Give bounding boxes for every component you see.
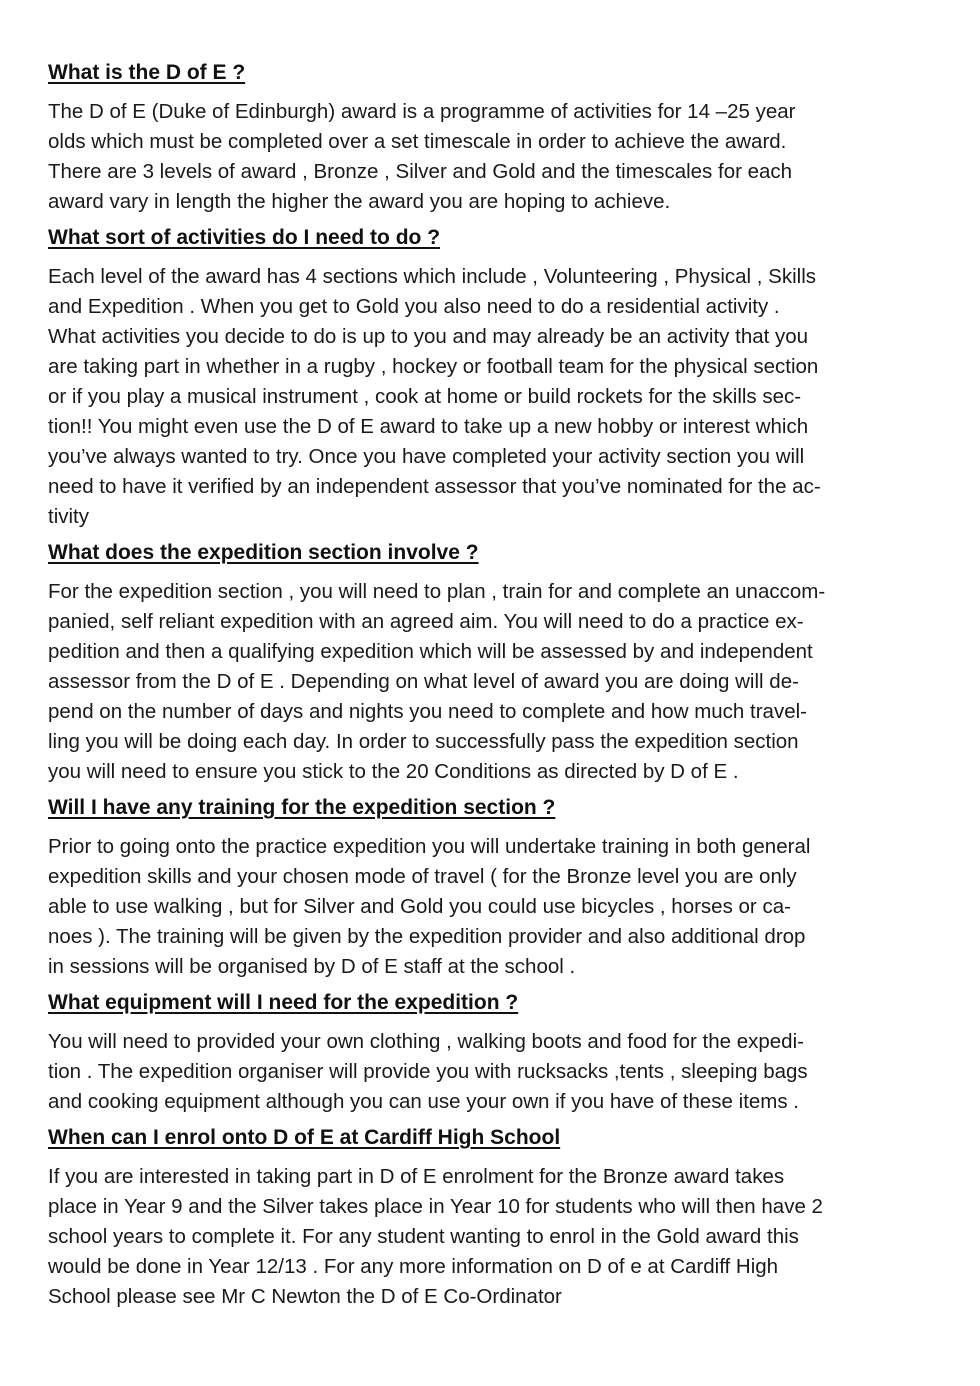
section-heading: What is the D of E ? xyxy=(48,61,246,84)
paragraph-line: school years to complete it. For any student wanting to enrol in the Gold award this xyxy=(48,1225,799,1248)
section-heading: What equipment will I need for the expedition ? xyxy=(48,991,519,1014)
paragraph-line: You will need to provided your own clothing , walking boots and food for the expedi- xyxy=(48,1030,804,1053)
paragraph-line: tion . The expedition organiser will provide you with rucksacks ,tents , sleeping bags xyxy=(48,1060,808,1083)
paragraph-line: School please see Mr C Newton the D of E Co-Ordinator xyxy=(48,1285,562,1308)
paragraph-line: tion!! You might even use the D of E award to take up a new hobby or interest which xyxy=(48,415,809,438)
document-page xyxy=(48,58,928,1318)
paragraph-line: you will need to ensure you stick to the 20 Conditions as directed by D of E . xyxy=(48,760,739,783)
section-activities xyxy=(48,223,928,532)
section-paragraph xyxy=(48,1162,928,1312)
paragraph-line: tivity xyxy=(48,505,89,528)
paragraph-line: in sessions will be organised by D of E staff at the school . xyxy=(48,955,576,978)
section-equipment xyxy=(48,988,928,1117)
paragraph-line: noes ). The training will be given by the expedition provider and also additional drop xyxy=(48,925,806,948)
section-heading: Will I have any training for the expedition section ? xyxy=(48,796,556,819)
section-training xyxy=(48,793,928,982)
paragraph-line: There are 3 levels of award , Bronze , Silver and Gold and the timescales for each xyxy=(48,160,793,183)
section-paragraph xyxy=(48,832,928,982)
section-what-is-dofe xyxy=(48,58,928,217)
paragraph-line: able to use walking , but for Silver and Gold you could use bicycles , horses or ca- xyxy=(48,895,791,918)
section-enrolment xyxy=(48,1123,928,1312)
paragraph-line: The D of E (Duke of Edinburgh) award is a programme of activities for 14 –25 year xyxy=(48,100,796,123)
paragraph-line: would be done in Year 12/13 . For any more information on D of e at Cardiff High xyxy=(48,1255,779,1278)
paragraph-line: expedition skills and your chosen mode of travel ( for the Bronze level you are only xyxy=(48,865,797,888)
paragraph-line: panied, self reliant expedition with an agreed aim. You will need to do a practice ex- xyxy=(48,610,804,633)
paragraph-line: need to have it verified by an independent assessor that you’ve nominated for the ac- xyxy=(48,475,821,498)
section-paragraph xyxy=(48,1027,928,1117)
section-heading: What sort of activities do I need to do ? xyxy=(48,226,441,249)
paragraph-line: ling you will be doing each day. In order to successfully pass the expedition section xyxy=(48,730,799,753)
paragraph-line: pedition and then a qualifying expedition which will be assessed by and independent xyxy=(48,640,813,663)
paragraph-line: award vary in length the higher the award you are hoping to achieve. xyxy=(48,190,671,213)
paragraph-line: What activities you decide to do is up to you and may already be an activity that you xyxy=(48,325,809,348)
paragraph-line: olds which must be completed over a set timescale in order to achieve the award. xyxy=(48,130,787,153)
paragraph-line: you’ve always wanted to try. Once you have completed your activity section you will xyxy=(48,445,805,468)
paragraph-line: and Expedition . When you get to Gold you also need to do a residential activity . xyxy=(48,295,780,318)
section-heading: What does the expedition section involve ? xyxy=(48,541,479,564)
section-heading: When can I enrol onto D of E at Cardiff High School xyxy=(48,1126,561,1149)
paragraph-line: For the expedition section , you will need to plan , train for and complete an unaccom- xyxy=(48,580,826,603)
paragraph-line: and cooking equipment although you can use your own if you have of these items . xyxy=(48,1090,800,1113)
paragraph-line: or if you play a musical instrument , cook at home or build rockets for the skills sec- xyxy=(48,385,802,408)
section-paragraph xyxy=(48,262,928,532)
paragraph-line: Each level of the award has 4 sections which include , Volunteering , Physical , Skills xyxy=(48,265,817,288)
paragraph-line: assessor from the D of E . Depending on what level of award you are doing will de- xyxy=(48,670,799,693)
section-paragraph xyxy=(48,577,928,787)
paragraph-line: are taking part in whether in a rugby , hockey or football team for the physical section xyxy=(48,355,819,378)
paragraph-line: place in Year 9 and the Silver takes place in Year 10 for students who will then have 2 xyxy=(48,1195,823,1218)
paragraph-line: Prior to going onto the practice expedition you will undertake training in both general xyxy=(48,835,811,858)
section-paragraph xyxy=(48,97,928,217)
section-expedition xyxy=(48,538,928,787)
paragraph-line: If you are interested in taking part in D of E enrolment for the Bronze award takes xyxy=(48,1165,785,1188)
paragraph-line: pend on the number of days and nights you need to complete and how much travel- xyxy=(48,700,807,723)
